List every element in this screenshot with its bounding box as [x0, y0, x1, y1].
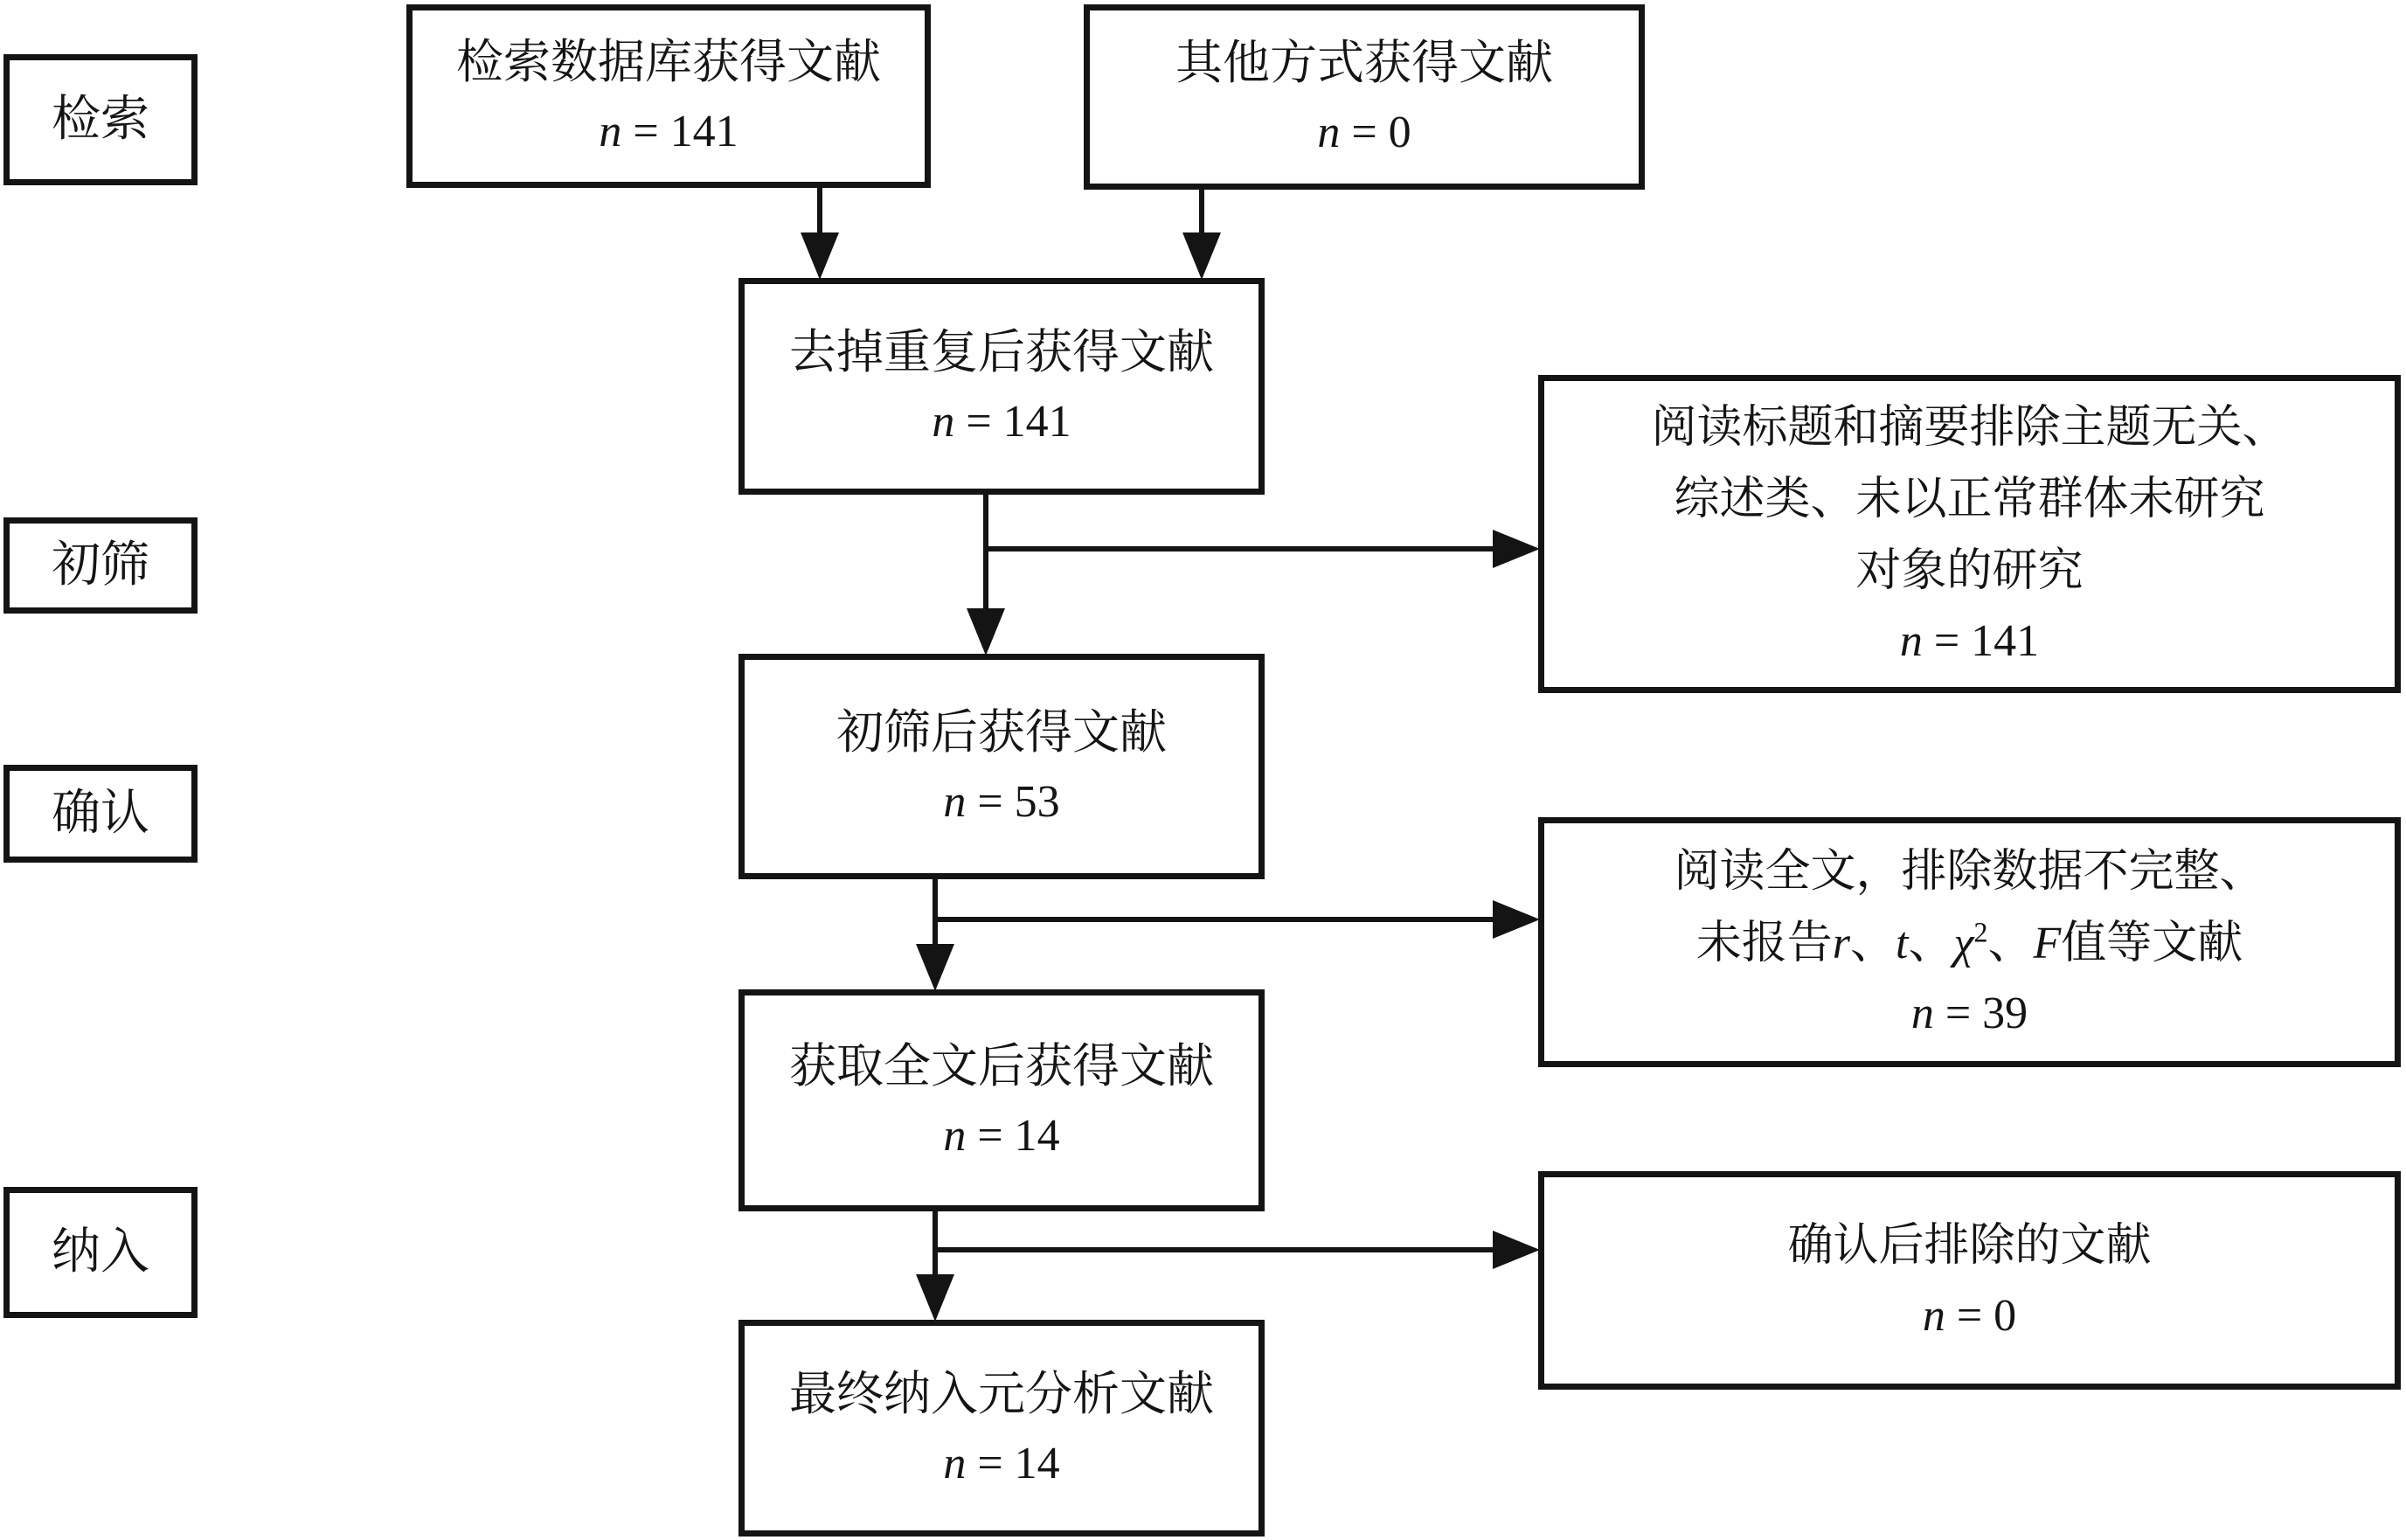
- node-fulltext-retrieved: [738, 989, 1265, 1211]
- arrow-fulltext-to-included-shaft: [933, 1211, 938, 1281]
- arrow-other-to-dedup-shaft: [1199, 190, 1204, 239]
- node-final-included-title: 最终纳入元分析文献: [789, 1367, 1214, 1420]
- excluded-fulltext-line1: 阅读全文，排除数据不完整、: [1674, 846, 2265, 897]
- node-final-included: [738, 1320, 1265, 1537]
- node-other-sources: [1084, 4, 1645, 190]
- excluded-confirmation-line1: 确认后排除的文献: [1787, 1220, 2152, 1271]
- node-fulltext-retrieved-count: n = 14: [943, 1110, 1060, 1161]
- node-deduplicated: [738, 278, 1265, 495]
- arrow-screening-exclusion-shaft: [986, 546, 1500, 551]
- arrow-dedup-to-screened-shaft: [983, 495, 988, 614]
- node-other-sources-count: n = 0: [1317, 107, 1411, 157]
- arrow-screened-to-fulltext-shaft: [933, 879, 938, 949]
- excluded-title-abstract-count: n = 141: [1899, 616, 2040, 667]
- node-database-search: [406, 4, 931, 188]
- arrow-confirmation-exclusion-head: [1493, 1231, 1540, 1269]
- arrow-confirmation-exclusion-shaft: [935, 1247, 1500, 1252]
- node-deduplicated-count: n = 141: [932, 396, 1071, 447]
- node-other-sources-title: 其他方式获得文献: [1175, 36, 1553, 89]
- node-excluded-fulltext: [1538, 817, 2401, 1067]
- arrow-screened-to-fulltext-head: [916, 944, 954, 991]
- excluded-fulltext-count: n = 39: [1910, 989, 2028, 1039]
- excluded-confirmation-count: n = 0: [1922, 1291, 2017, 1342]
- excluded-title-abstract-line2: 综述类、未以正常群体未研究: [1674, 474, 2265, 524]
- node-excluded-title-abstract: [1538, 375, 2401, 693]
- stage-label-confirmation-text: 确认: [52, 787, 149, 841]
- arrow-other-to-dedup-head: [1182, 232, 1221, 280]
- node-database-search-title: 检索数据库获得文献: [456, 35, 881, 88]
- node-final-included-count: n = 14: [943, 1438, 1060, 1488]
- stage-label-screening: [3, 517, 198, 614]
- excluded-title-abstract-line3: 对象的研究: [1855, 546, 2084, 597]
- node-excluded-confirmation: [1538, 1171, 2401, 1390]
- node-deduplicated-title: 去掉重复后获得文献: [789, 325, 1214, 378]
- stage-label-screening-text: 初筛: [52, 538, 149, 593]
- stage-label-inclusion-text: 纳入: [52, 1225, 149, 1280]
- stage-label-search: [3, 54, 198, 185]
- stage-label-search-text: 检索: [52, 93, 149, 147]
- node-fulltext-retrieved-title: 获取全文后获得文献: [789, 1039, 1214, 1093]
- arrow-fulltext-to-included-head: [916, 1274, 954, 1321]
- node-after-screening-title: 初筛后获得文献: [836, 705, 1167, 759]
- arrow-screening-exclusion-head: [1493, 530, 1540, 568]
- arrow-db-to-dedup-shaft: [817, 188, 822, 239]
- node-after-screening: [738, 654, 1265, 879]
- arrow-db-to-dedup-head: [801, 232, 839, 280]
- excluded-title-abstract-line1: 阅读标题和摘要排除主题无关、: [1651, 402, 2288, 453]
- excluded-fulltext-line2: 未报告r、t、$\chi^2$、F值等文献: [1695, 916, 2243, 968]
- arrow-fulltext-exclusion-head: [1493, 900, 1540, 939]
- arrow-dedup-to-screened-head: [967, 608, 1005, 656]
- arrow-fulltext-exclusion-shaft: [935, 917, 1500, 922]
- stage-label-confirmation: [3, 765, 198, 863]
- node-after-screening-count: n = 53: [943, 776, 1060, 827]
- node-database-search-count: n = 141: [599, 106, 738, 156]
- stage-label-inclusion: [3, 1187, 198, 1318]
